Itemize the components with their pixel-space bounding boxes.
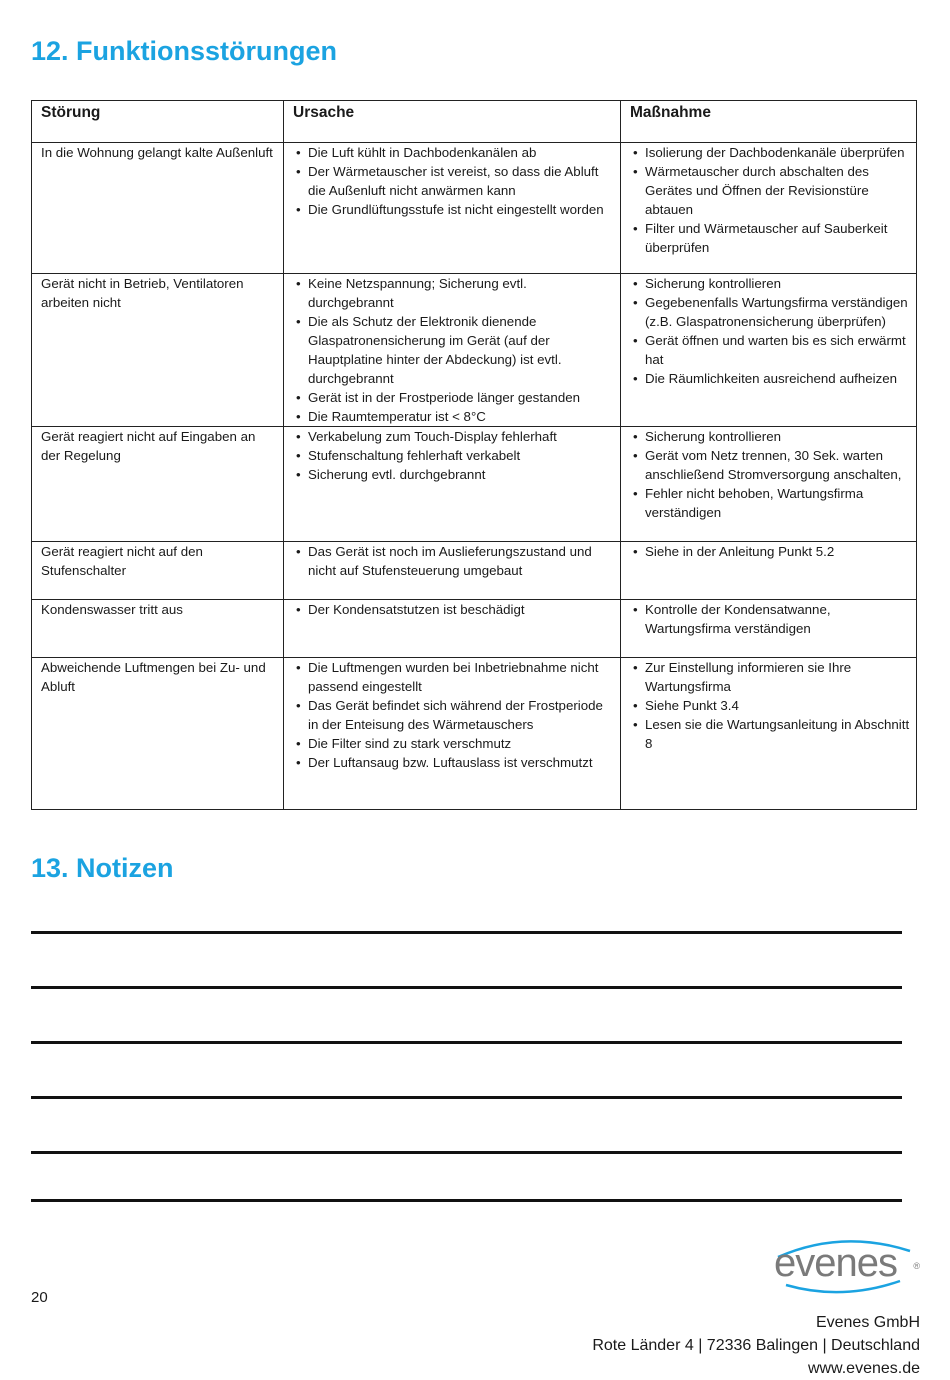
notes-line [31,1199,902,1202]
column-header-action: Maßnahme [621,101,917,143]
company-name: Evenes GmbH [815,1314,920,1331]
cause-item: • Die Luft kühlt in Dachbodenkanälen ab [294,143,614,162]
cause-item: • Die Raumtemperatur ist < 8°C [294,407,614,426]
cause-item: • Die Filter sind zu stark verschmutz [294,734,614,753]
action-item: • Gerät öffnen und warten bis es sich erwärmt hat [631,331,910,369]
column-header-cause: Ursache [284,101,621,143]
action-item: • Wärmetauscher durch abschalten des Gerätes und Öffnen der Revisionstüre abtauen [631,162,910,219]
cause-item: • Gerät ist in der Frostperiode länger gestanden [294,388,614,407]
page-number: 20 [31,1289,48,1306]
notes-line [31,1041,902,1044]
notes-line [31,986,902,989]
cause-cell [284,658,621,810]
action-item: • Zur Einstellung informieren sie Ihre Wartungsfirma [631,658,910,696]
cause-item: • Verkabelung zum Touch-Display fehlerhaft [294,427,614,446]
fault-cell: Gerät nicht in Betrieb, Ventilatoren arbeiten nicht [32,274,284,427]
action-item: • Siehe Punkt 3.4 [631,696,910,715]
column-header-fault: Störung [32,101,284,143]
fault-table [31,100,917,810]
notes-line [31,931,902,934]
notes-line [31,1151,902,1154]
table-row [32,600,917,658]
fault-cell: Kondenswasser tritt aus [32,600,284,658]
table-row [32,143,917,274]
action-item: • Kontrolle der Kondensatwanne, Wartungsfirma verständigen [631,600,910,638]
action-item: • Die Räumlichkeiten ausreichend aufheizen [631,369,910,388]
section-heading-12: 12. Funktionsstörungen [31,36,338,66]
table-row [32,658,917,810]
fault-cell: Abweichende Luftmengen bei Zu- und Abluft [32,658,284,810]
notes-line [31,1096,902,1099]
action-item: • Lesen sie die Wartungsanleitung in Abschnitt 8 [631,715,910,753]
logo-registered-mark: ® [913,1261,920,1271]
cause-item: • Die als Schutz der Elektronik dienende Glaspatronensicherung im Gerät (auf der Hauptplatine hinter der Abdeckung) ist evtl. durchgebrannt [294,312,614,388]
cause-cell [284,600,621,658]
company-address: Rote Länder 4 | 72336 Balingen | Deutschland [592,1337,920,1354]
cause-item: • Die Luftmengen wurden bei Inbetriebnahme nicht passend eingestellt [294,658,614,696]
action-item: • Gerät vom Netz trennen, 30 Sek. warten anschließend Stromversorgung anschalten, [631,446,910,484]
table-row [32,274,917,427]
evenes-logo [772,1235,922,1295]
action-cell [621,274,917,427]
section-heading-13: 13. Notizen [31,853,174,883]
action-cell [621,658,917,810]
fault-cell: Gerät reagiert nicht auf den Stufenschalter [32,542,284,600]
cause-cell [284,542,621,600]
cause-item: • Keine Netzspannung; Sicherung evtl. durchgebrannt [294,274,614,312]
company-address-block [592,1311,920,1380]
table-row [32,427,917,542]
action-item: • Fehler nicht behoben, Wartungsfirma verständigen [631,484,910,522]
cause-item: • Der Kondensatstutzen ist beschädigt [294,600,614,619]
logo-text: evenes [774,1241,897,1285]
action-cell [621,542,917,600]
action-item: • Gegebenenfalls Wartungsfirma verständigen (z.B. Glaspatronensicherung überprüfen) [631,293,910,331]
table-row [32,542,917,600]
cause-item: • Stufenschaltung fehlerhaft verkabelt [294,446,614,465]
action-cell [621,143,917,274]
table-header-row [32,101,917,143]
cause-cell [284,143,621,274]
fault-cell: Gerät reagiert nicht auf Eingaben an der Regelung [32,427,284,542]
company-website: www.evenes.de [807,1360,920,1377]
cause-item: • Der Wärmetauscher ist vereist, so dass die Abluft die Außenluft nicht anwärmen kann [294,162,614,200]
action-item: • Siehe in der Anleitung Punkt 5.2 [631,542,910,561]
cause-item: • Der Luftansaug bzw. Luftauslass ist verschmutzt [294,753,614,772]
cause-item: • Sicherung evtl. durchgebrannt [294,465,614,484]
action-cell [621,427,917,542]
action-cell [621,600,917,658]
cause-item: • Das Gerät befindet sich während der Frostperiode in der Enteisung des Wärmetauschers [294,696,614,734]
cause-item: • Die Grundlüftungsstufe ist nicht eingestellt worden [294,200,614,219]
action-item: • Filter und Wärmetauscher auf Sauberkeit überprüfen [631,219,910,257]
action-item: • Isolierung der Dachbodenkanäle überprüfen [631,143,910,162]
cause-cell [284,274,621,427]
action-item: • Sicherung kontrollieren [631,274,910,293]
action-item: • Sicherung kontrollieren [631,427,910,446]
cause-cell [284,427,621,542]
cause-item: • Das Gerät ist noch im Auslieferungszustand und nicht auf Stufensteuerung umgebaut [294,542,614,580]
fault-cell: In die Wohnung gelangt kalte Außenluft [32,143,284,274]
